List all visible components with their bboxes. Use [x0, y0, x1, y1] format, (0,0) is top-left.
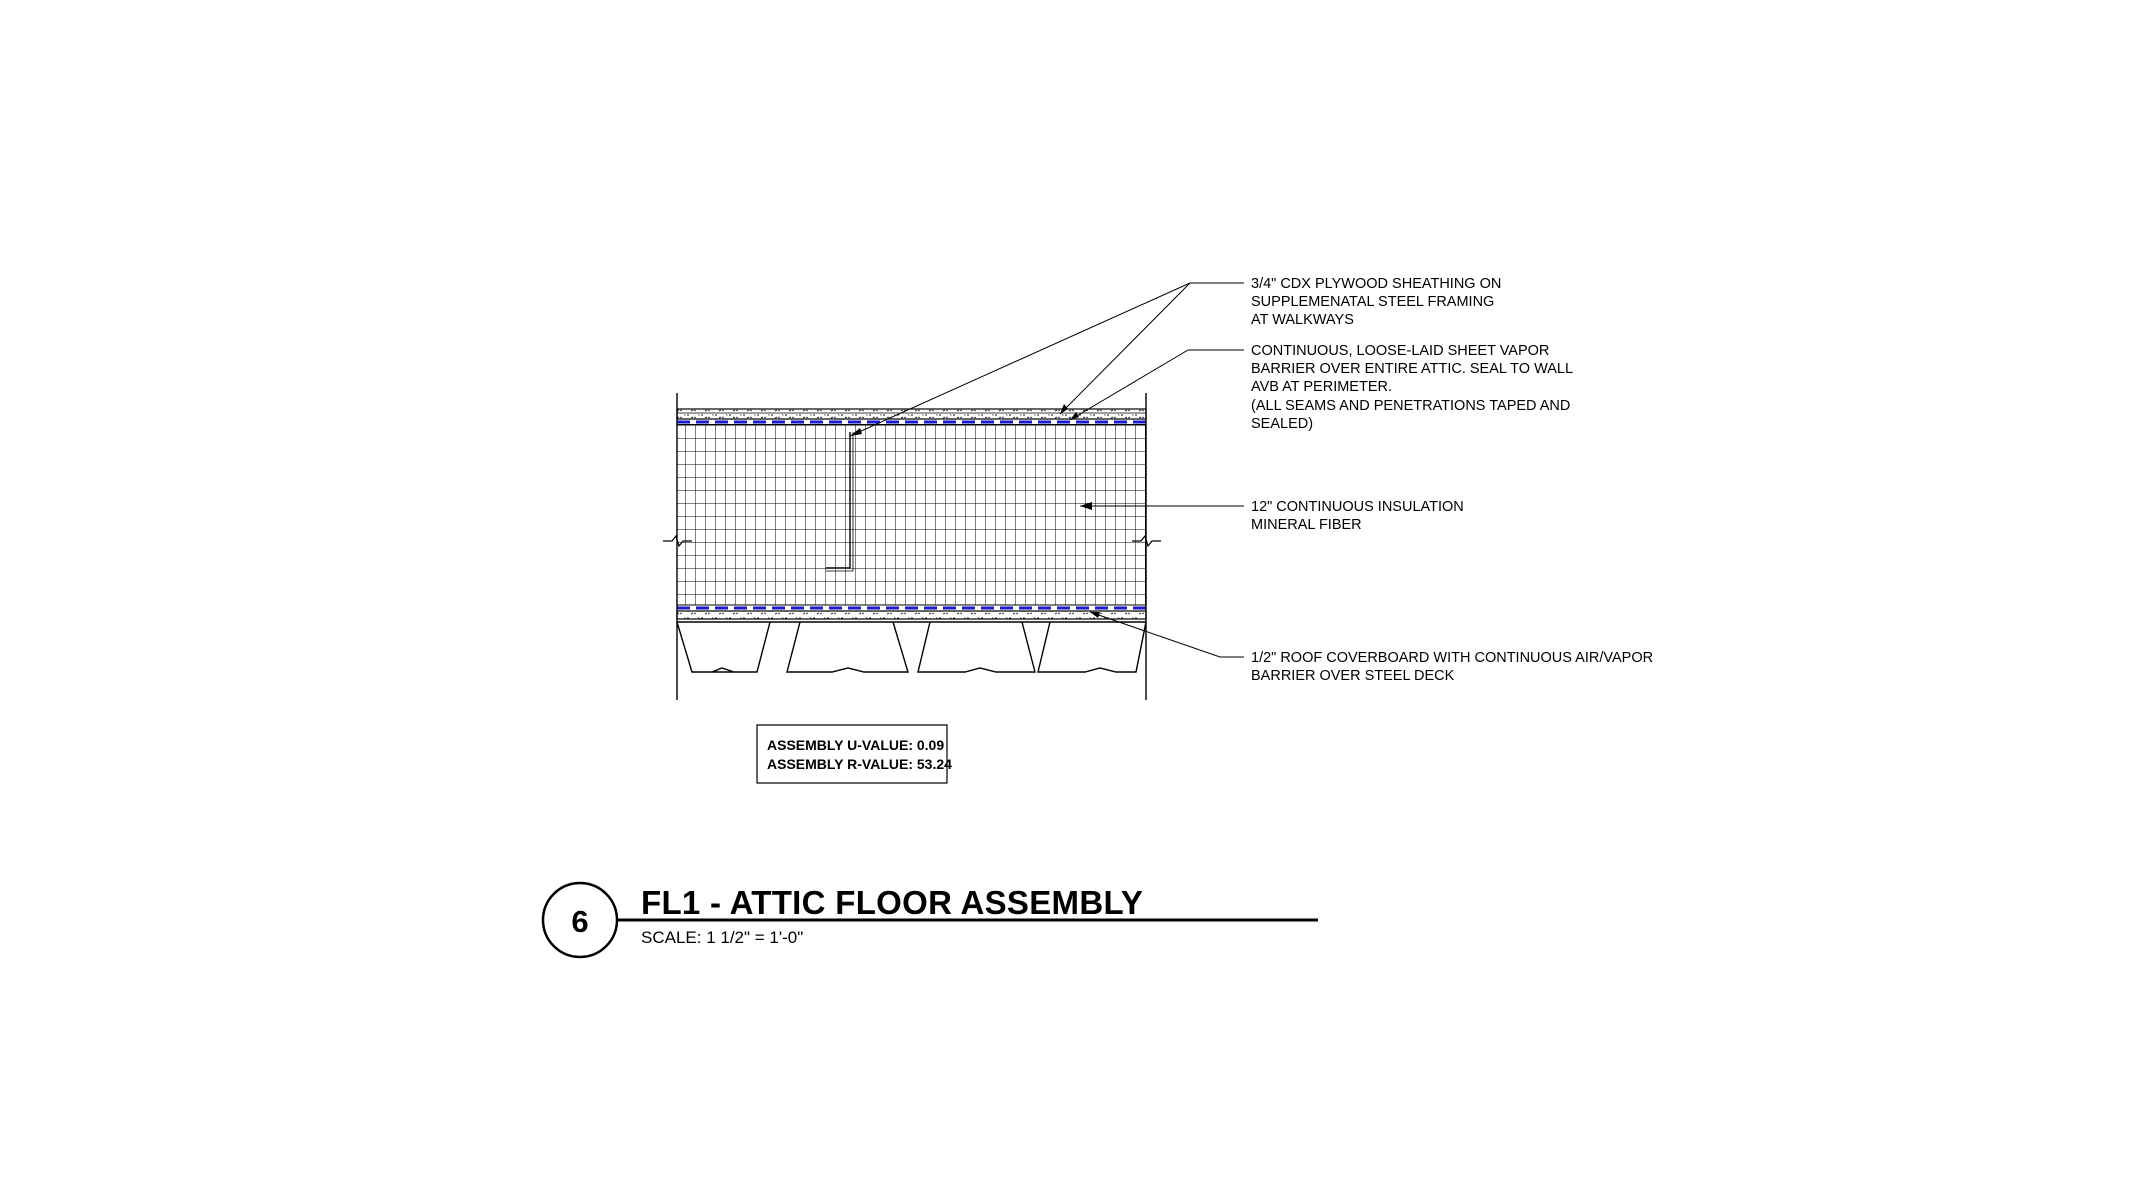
assembly-section [663, 393, 1161, 700]
assembly-value-box [757, 725, 952, 783]
detail-number: 6 [571, 904, 589, 939]
detail-scale: SCALE: 1 1/2" = 1'-0" [641, 928, 804, 947]
note-vapor-barrier: CONTINUOUS, LOOSE-LAID SHEET VAPOR BARRIER OVER ENTIRE ATTIC. SEAL TO WALL AVB AT PERIMETER. (ALL SEAMS AND PENETRATIONS TAPED AND SEALED) [1251, 343, 1573, 432]
note-insulation: 12" CONTINUOUS INSULATION MINERAL FIBER [1251, 499, 1464, 533]
steel-deck [677, 622, 1146, 672]
detail-title-block [543, 883, 1318, 957]
u-value-text: ASSEMBLY U-VALUE: 0.09 [767, 737, 945, 753]
note-coverboard: 1/2" ROOF COVERBOARD WITH CONTINUOUS AIR/VAPOR BARRIER OVER STEEL DECK [1251, 650, 1654, 684]
mineral-fiber-insulation [677, 425, 1146, 605]
detail-title: FL1 - ATTIC FLOOR ASSEMBLY [641, 884, 1144, 921]
note-plywood: 3/4" CDX PLYWOOD SHEATHING ON SUPPLEMENATAL STEEL FRAMING AT WALKWAYS [1251, 276, 1502, 328]
coverboard-layer [677, 611, 1146, 619]
r-value-text: ASSEMBLY R-VALUE: 53.24 [767, 756, 952, 772]
